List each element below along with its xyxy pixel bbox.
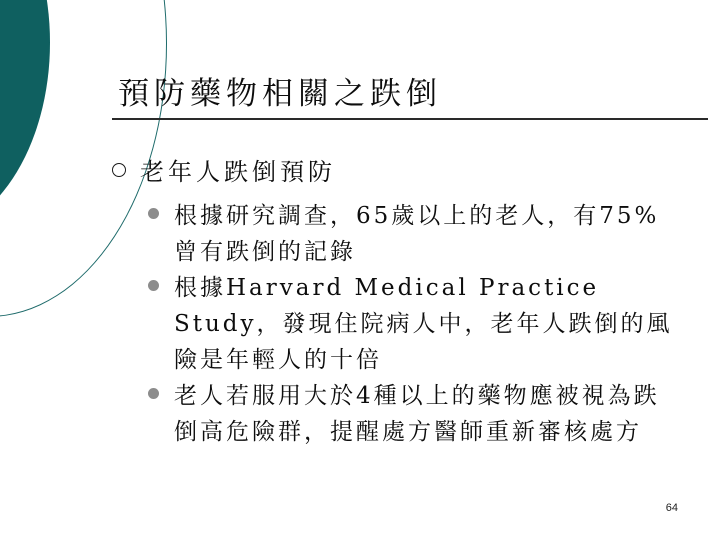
- page-number: 64: [665, 502, 678, 514]
- bullet-item-2: [148, 270, 674, 378]
- title-underline: [112, 118, 708, 120]
- slide-title: 預防藥物相關之跌倒: [118, 76, 442, 112]
- bullet-text-2: 根據Harvard Medical Practice Study，發現住院病人中，老年人跌倒的風險是年輕人的十倍: [174, 275, 673, 373]
- hollow-circle-bullet-icon: [112, 163, 126, 177]
- bullet-text-1: 根據研究調查，65歲以上的老人，有75%曾有跌倒的記錄: [174, 203, 660, 265]
- bullet-item-3: [148, 378, 674, 450]
- topic-text: 老年人跌倒預防: [140, 158, 336, 186]
- topic-item: [112, 152, 336, 187]
- bullet-item-1: [148, 198, 674, 270]
- filled-circle-bullet-icon: [148, 280, 159, 291]
- bullet-text-3: 老人若服用大於4種以上的藥物應被視為跌倒高危險群，提醒處方醫師重新審核處方: [174, 383, 660, 445]
- filled-circle-bullet-icon: [148, 388, 159, 399]
- filled-circle-bullet-icon: [148, 208, 159, 219]
